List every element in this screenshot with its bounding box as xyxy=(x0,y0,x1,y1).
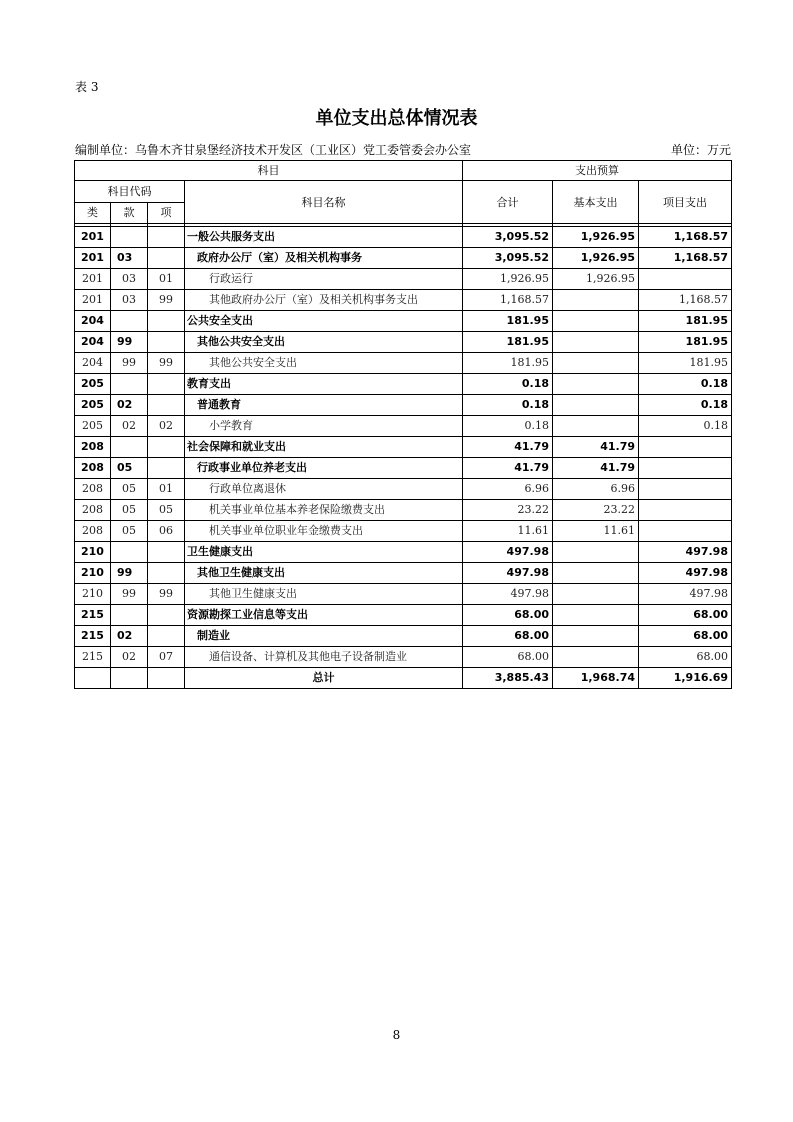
table-row xyxy=(75,227,732,248)
cell-basic xyxy=(553,647,639,668)
cell-total: 497.98 xyxy=(463,542,553,563)
cell-lei: 215 xyxy=(75,605,111,626)
cell-basic xyxy=(553,416,639,437)
cell-basic: 1,926.95 xyxy=(553,248,639,269)
cell-lei: 201 xyxy=(75,248,111,269)
expenditure-table xyxy=(74,160,732,689)
cell-name: 公共安全支出 xyxy=(185,311,463,332)
table-row xyxy=(75,605,732,626)
cell-lei: 208 xyxy=(75,479,111,500)
cell-lei: 210 xyxy=(75,542,111,563)
table-number: 表 3 xyxy=(75,80,99,94)
cell-total: 181.95 xyxy=(463,332,553,353)
cell-kuan: 02 xyxy=(111,626,148,647)
cell-basic xyxy=(553,584,639,605)
cell-project xyxy=(639,500,732,521)
cell-total: 1,168.57 xyxy=(463,290,553,311)
cell-kuan: 05 xyxy=(111,479,148,500)
cell-project xyxy=(639,479,732,500)
cell-lei: 205 xyxy=(75,374,111,395)
cell-project: 68.00 xyxy=(639,605,732,626)
cell-xiang xyxy=(148,227,185,248)
cell-xiang xyxy=(148,542,185,563)
cell-lei: 204 xyxy=(75,311,111,332)
cell-basic xyxy=(553,605,639,626)
cell-total: 41.79 xyxy=(463,437,553,458)
cell-project: 497.98 xyxy=(639,542,732,563)
header-info-line xyxy=(75,141,731,158)
table-row xyxy=(75,458,732,479)
cell-kuan xyxy=(111,542,148,563)
cell-kuan: 02 xyxy=(111,647,148,668)
cell-kuan xyxy=(111,605,148,626)
cell-total: 0.18 xyxy=(463,395,553,416)
cell-project: 1,168.57 xyxy=(639,248,732,269)
cell-basic: 1,926.95 xyxy=(553,227,639,248)
currency-unit: 单位：万元 xyxy=(670,143,731,157)
cell-project: 181.95 xyxy=(639,353,732,374)
cell-name: 其他卫生健康支出 xyxy=(185,584,463,605)
table-row xyxy=(75,437,732,458)
header-code: 科目代码 xyxy=(75,181,185,203)
cell-total: 181.95 xyxy=(463,353,553,374)
cell-total: 497.98 xyxy=(463,584,553,605)
cell-name: 其他公共安全支出 xyxy=(185,353,463,374)
cell-xiang xyxy=(148,563,185,584)
cell-total: 68.00 xyxy=(463,626,553,647)
cell-xiang xyxy=(148,437,185,458)
cell-project: 68.00 xyxy=(639,626,732,647)
cell-basic xyxy=(553,395,639,416)
cell-kuan: 99 xyxy=(111,353,148,374)
page-title: 单位支出总体情况表 xyxy=(315,108,478,129)
header-total: 合计 xyxy=(463,181,553,224)
cell-basic: 41.79 xyxy=(553,437,639,458)
table-row xyxy=(75,479,732,500)
cell-name: 行政单位离退休 xyxy=(185,479,463,500)
cell-lei: 215 xyxy=(75,647,111,668)
cell-basic xyxy=(553,542,639,563)
cell-xiang: 02 xyxy=(148,416,185,437)
cell-total: 0.18 xyxy=(463,374,553,395)
cell-lei: 201 xyxy=(75,269,111,290)
cell-kuan xyxy=(111,227,148,248)
cell-xiang xyxy=(148,248,185,269)
cell-lei: 205 xyxy=(75,416,111,437)
cell-basic: 41.79 xyxy=(553,458,639,479)
header-project: 项目支出 xyxy=(639,181,732,224)
cell-kuan: 99 xyxy=(111,332,148,353)
cell-total: 11.61 xyxy=(463,521,553,542)
cell-xiang xyxy=(148,458,185,479)
table-row xyxy=(75,353,732,374)
cell-kuan xyxy=(111,437,148,458)
cell-xiang: 99 xyxy=(148,584,185,605)
cell-xiang: 06 xyxy=(148,521,185,542)
cell-project: 1,168.57 xyxy=(639,227,732,248)
total-empty-cell xyxy=(148,668,185,689)
cell-basic: 11.61 xyxy=(553,521,639,542)
cell-name: 小学教育 xyxy=(185,416,463,437)
cell-basic xyxy=(553,626,639,647)
cell-project: 0.18 xyxy=(639,374,732,395)
cell-total: 0.18 xyxy=(463,416,553,437)
cell-lei: 208 xyxy=(75,458,111,479)
cell-lei: 208 xyxy=(75,500,111,521)
table-row xyxy=(75,248,732,269)
table-row xyxy=(75,563,732,584)
cell-total: 1,926.95 xyxy=(463,269,553,290)
cell-xiang xyxy=(148,395,185,416)
cell-xiang xyxy=(148,605,185,626)
cell-project: 0.18 xyxy=(639,395,732,416)
header-xiang: 项 xyxy=(148,203,185,224)
cell-project xyxy=(639,521,732,542)
cell-name: 机关事业单位职业年金缴费支出 xyxy=(185,521,463,542)
total-empty-cell xyxy=(75,668,111,689)
header-kuan: 款 xyxy=(111,203,148,224)
cell-basic xyxy=(553,311,639,332)
cell-name: 其他公共安全支出 xyxy=(185,332,463,353)
cell-name: 资源勘探工业信息等支出 xyxy=(185,605,463,626)
cell-basic xyxy=(553,563,639,584)
cell-project: 0.18 xyxy=(639,416,732,437)
table-row xyxy=(75,395,732,416)
header-basic: 基本支出 xyxy=(553,181,639,224)
cell-kuan: 03 xyxy=(111,248,148,269)
total-basic: 1,968.74 xyxy=(553,668,639,689)
cell-name: 教育支出 xyxy=(185,374,463,395)
cell-name: 卫生健康支出 xyxy=(185,542,463,563)
cell-name: 其他卫生健康支出 xyxy=(185,563,463,584)
cell-name: 一般公共服务支出 xyxy=(185,227,463,248)
header-row-1 xyxy=(75,161,732,181)
cell-name: 通信设备、计算机及其他电子设备制造业 xyxy=(185,647,463,668)
cell-kuan: 05 xyxy=(111,500,148,521)
cell-total: 68.00 xyxy=(463,605,553,626)
compiling-unit: 编制单位：乌鲁木齐甘泉堡经济技术开发区（工业区）党工委管委会办公室 xyxy=(75,143,472,157)
cell-basic xyxy=(553,332,639,353)
cell-name: 制造业 xyxy=(185,626,463,647)
cell-basic: 1,926.95 xyxy=(553,269,639,290)
header-row-2 xyxy=(75,181,732,203)
cell-xiang xyxy=(148,626,185,647)
cell-xiang: 05 xyxy=(148,500,185,521)
table-row xyxy=(75,311,732,332)
cell-basic: 6.96 xyxy=(553,479,639,500)
cell-lei: 205 xyxy=(75,395,111,416)
cell-xiang: 07 xyxy=(148,647,185,668)
cell-xiang xyxy=(148,311,185,332)
cell-total: 497.98 xyxy=(463,563,553,584)
header-subject: 科目 xyxy=(75,161,463,181)
cell-lei: 208 xyxy=(75,521,111,542)
cell-kuan: 05 xyxy=(111,521,148,542)
cell-xiang: 01 xyxy=(148,269,185,290)
cell-project xyxy=(639,458,732,479)
cell-project xyxy=(639,437,732,458)
cell-name: 政府办公厅（室）及相关机构事务 xyxy=(185,248,463,269)
cell-kuan: 99 xyxy=(111,584,148,605)
cell-xiang: 01 xyxy=(148,479,185,500)
cell-total: 181.95 xyxy=(463,311,553,332)
header-lei: 类 xyxy=(75,203,111,224)
cell-total: 3,095.52 xyxy=(463,248,553,269)
table-row xyxy=(75,521,732,542)
cell-name: 普通教育 xyxy=(185,395,463,416)
cell-total: 23.22 xyxy=(463,500,553,521)
cell-name: 行政运行 xyxy=(185,269,463,290)
cell-name: 行政事业单位养老支出 xyxy=(185,458,463,479)
cell-basic xyxy=(553,290,639,311)
cell-kuan xyxy=(111,374,148,395)
cell-xiang xyxy=(148,374,185,395)
cell-kuan: 99 xyxy=(111,563,148,584)
header-budget: 支出预算 xyxy=(463,161,732,181)
table-row xyxy=(75,500,732,521)
table-row xyxy=(75,290,732,311)
cell-kuan xyxy=(111,311,148,332)
cell-lei: 208 xyxy=(75,437,111,458)
total-row xyxy=(75,668,732,689)
cell-project: 68.00 xyxy=(639,647,732,668)
cell-kuan: 03 xyxy=(111,290,148,311)
cell-total: 3,095.52 xyxy=(463,227,553,248)
cell-total: 6.96 xyxy=(463,479,553,500)
cell-basic xyxy=(553,374,639,395)
cell-total: 68.00 xyxy=(463,647,553,668)
cell-project: 497.98 xyxy=(639,584,732,605)
cell-lei: 201 xyxy=(75,227,111,248)
cell-project: 497.98 xyxy=(639,563,732,584)
cell-project xyxy=(639,269,732,290)
cell-xiang: 99 xyxy=(148,290,185,311)
cell-project: 181.95 xyxy=(639,311,732,332)
cell-lei: 204 xyxy=(75,332,111,353)
table-row xyxy=(75,626,732,647)
cell-xiang xyxy=(148,332,185,353)
cell-kuan: 03 xyxy=(111,269,148,290)
table-row xyxy=(75,332,732,353)
cell-name: 社会保障和就业支出 xyxy=(185,437,463,458)
cell-project: 1,168.57 xyxy=(639,290,732,311)
total-total: 3,885.43 xyxy=(463,668,553,689)
page-number: 8 xyxy=(392,1028,401,1042)
header-name: 科目名称 xyxy=(185,181,463,224)
cell-kuan: 02 xyxy=(111,395,148,416)
cell-lei: 215 xyxy=(75,626,111,647)
cell-basic xyxy=(553,353,639,374)
table-row xyxy=(75,269,732,290)
cell-lei: 204 xyxy=(75,353,111,374)
table-row xyxy=(75,542,732,563)
total-empty-cell xyxy=(111,668,148,689)
cell-lei: 210 xyxy=(75,563,111,584)
cell-project: 181.95 xyxy=(639,332,732,353)
total-name: 总计 xyxy=(185,668,463,689)
table-row xyxy=(75,647,732,668)
cell-name: 其他政府办公厅（室）及相关机构事务支出 xyxy=(185,290,463,311)
cell-basic: 23.22 xyxy=(553,500,639,521)
cell-lei: 210 xyxy=(75,584,111,605)
table-row xyxy=(75,374,732,395)
table-row xyxy=(75,584,732,605)
cell-kuan: 05 xyxy=(111,458,148,479)
cell-total: 41.79 xyxy=(463,458,553,479)
cell-xiang: 99 xyxy=(148,353,185,374)
cell-lei: 201 xyxy=(75,290,111,311)
cell-kuan: 02 xyxy=(111,416,148,437)
cell-name: 机关事业单位基本养老保险缴费支出 xyxy=(185,500,463,521)
total-project: 1,916.69 xyxy=(639,668,732,689)
table-row xyxy=(75,416,732,437)
